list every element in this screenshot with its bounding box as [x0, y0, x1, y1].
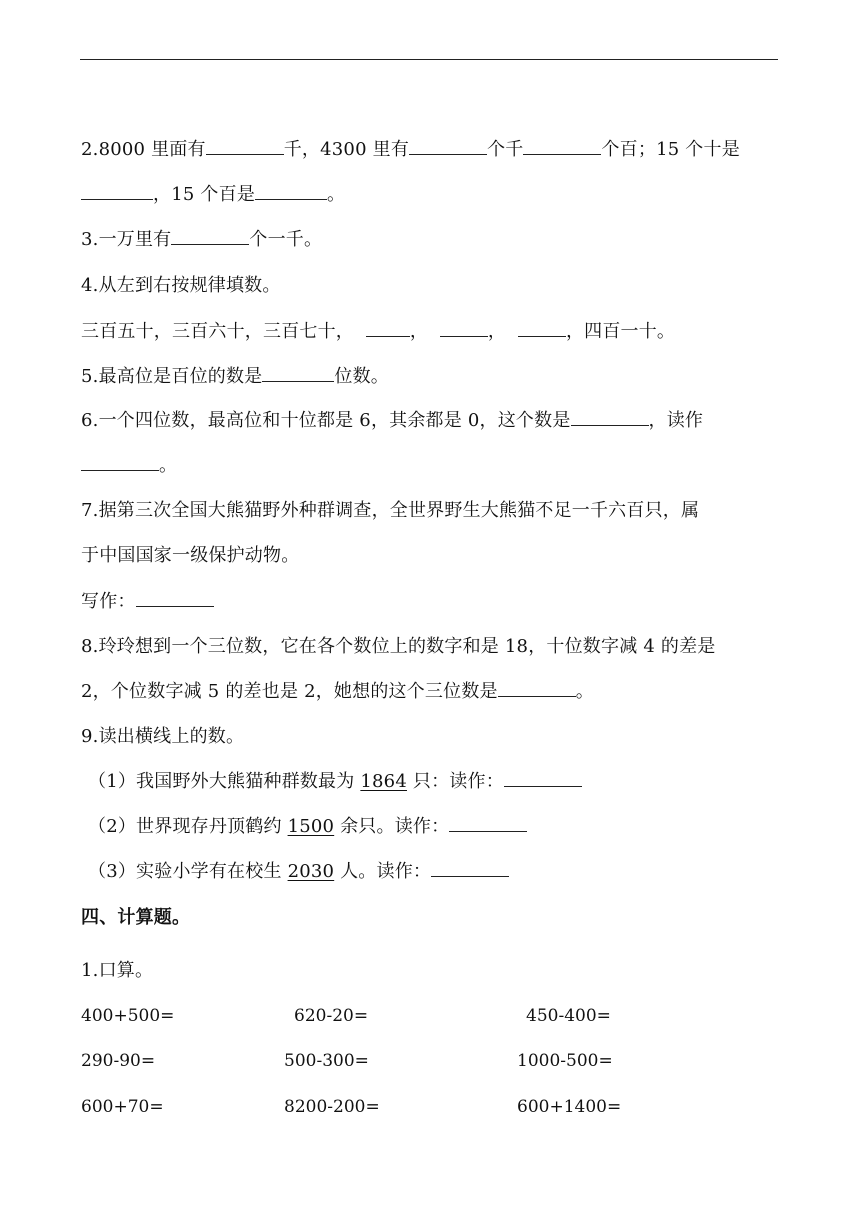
q2-text-2: 千，4300 里有 [283, 139, 410, 160]
question-7-write [81, 590, 214, 614]
answer-blank[interactable] [366, 320, 410, 337]
calc-item: 500-300= [284, 1051, 369, 1071]
answer-blank[interactable] [571, 409, 649, 426]
question-6-line-2 [81, 454, 177, 478]
calc-item: 450-400= [526, 1006, 611, 1026]
q5-text-2: 位数。 [334, 366, 389, 387]
answer-blank[interactable] [518, 320, 566, 337]
q4-end-text: ，四百一十。 [565, 321, 676, 342]
calc-item: 400+500= [81, 1006, 175, 1026]
calc-item: 600+70= [81, 1097, 164, 1117]
q3-text-1: 3.一万里有 [81, 229, 172, 250]
q2-text-3: 个千 [487, 139, 524, 160]
calc-item: 8200-200= [284, 1097, 380, 1117]
q2-text-6: 。 [327, 184, 346, 205]
q8-text-2: 。 [575, 681, 594, 702]
q3-text-2: 个一千。 [249, 229, 323, 250]
header-rule [80, 59, 778, 60]
answer-blank[interactable] [206, 138, 284, 155]
question-2-line-1 [81, 138, 740, 162]
q4-separator: ， [409, 321, 429, 342]
answer-blank[interactable] [409, 138, 487, 155]
question-9-title: 9.读出横线上的数。 [81, 726, 245, 747]
q2-text-1: 2.8000 里面有 [81, 139, 206, 160]
q2-text-5: ，15 个百是 [153, 184, 256, 205]
answer-blank[interactable] [504, 770, 582, 787]
answer-blank[interactable] [449, 815, 527, 832]
answer-blank[interactable] [81, 183, 153, 200]
question-3 [81, 228, 322, 252]
question-4-sequence [81, 320, 675, 344]
question-6-line-1 [81, 409, 703, 433]
q9-item-text: （3）实验小学有在校生 [88, 861, 288, 882]
answer-blank[interactable] [255, 183, 327, 200]
question-9-item-3 [88, 860, 509, 884]
answer-blank[interactable] [523, 138, 601, 155]
calc-item: 290-90= [81, 1051, 156, 1071]
q4-sequence-text: 三百五十，三百六十，三百七十， [81, 321, 354, 342]
answer-blank[interactable] [171, 228, 249, 245]
calc-title: 1.口算。 [81, 960, 154, 981]
question-2-line-2 [81, 183, 345, 207]
answer-blank[interactable] [81, 454, 159, 471]
question-7-line-1: 7.据第三次全国大熊猫野外种群调查，全世界野生大熊猫不足一千六百只，属 [81, 500, 700, 521]
question-8-line-1: 8.玲玲想到一个三位数，它在各个数位上的数字和是 18，十位数字减 4 的差是 [81, 636, 716, 657]
calc-item: 1000-500= [517, 1051, 613, 1071]
question-9-item-1 [88, 770, 582, 794]
q9-item-text: （1）我国野外大熊猫种群数最为 [88, 771, 361, 792]
answer-blank[interactable] [431, 860, 509, 877]
q8-text-1: 2，个位数字减 5 的差也是 2，她想的这个三位数是 [81, 681, 498, 702]
write-label: 写作： [81, 591, 136, 612]
q6-text-1: 6.一个四位数，最高位和十位都是 6，其余都是 0，这个数是 [81, 410, 571, 431]
calc-item: 620-20= [294, 1006, 369, 1026]
q6-text-2: ，读作 [648, 410, 704, 431]
q9-item-text: 只：读作： [406, 771, 504, 792]
answer-blank[interactable] [136, 590, 214, 607]
q9-item-text: 人。读作： [334, 861, 432, 882]
answer-blank[interactable] [262, 365, 334, 382]
answer-blank[interactable] [498, 680, 576, 697]
q2-text-4: 个百；15 个十是 [601, 139, 740, 160]
question-9-item-2 [88, 815, 527, 839]
question-8-line-2 [81, 680, 594, 704]
q5-text-1: 5.最高位是百位的数是 [81, 366, 263, 387]
q9-item-text: 余只。读作： [334, 816, 450, 837]
question-5 [81, 365, 389, 389]
question-4-title: 4.从左到右按规律填数。 [81, 275, 281, 296]
q6-text-3: 。 [159, 455, 178, 476]
q9-item-text: （2）世界现存丹顶鹤约 [88, 816, 288, 837]
underlined-number: 1864 [360, 771, 407, 792]
question-7-line-2: 于中国国家一级保护动物。 [81, 545, 300, 566]
underlined-number: 2030 [287, 861, 335, 882]
underlined-number: 1500 [287, 816, 335, 837]
calc-item: 600+1400= [517, 1097, 622, 1117]
section-4-heading: 四、计算题。 [81, 907, 191, 928]
q4-separator: ， [487, 321, 507, 342]
answer-blank[interactable] [440, 320, 488, 337]
